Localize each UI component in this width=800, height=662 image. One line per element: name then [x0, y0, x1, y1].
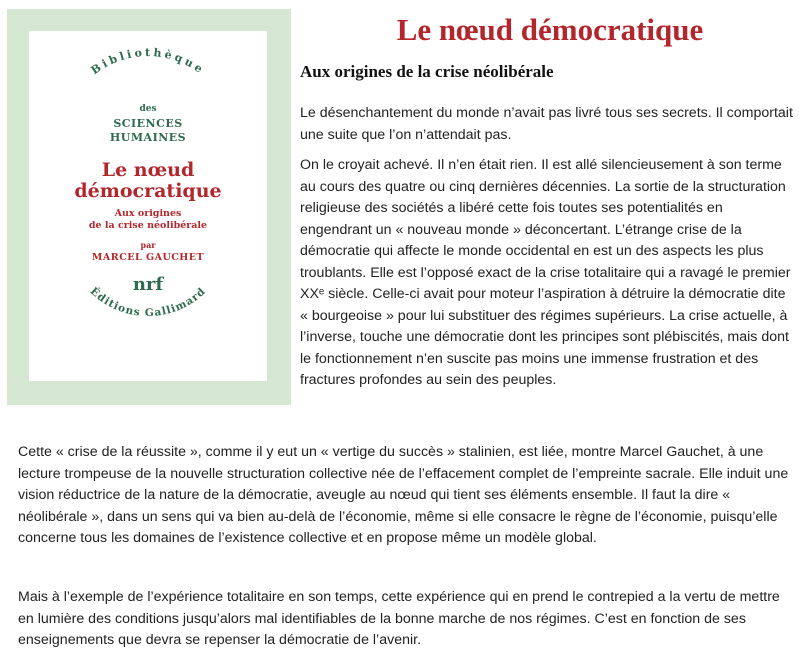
cover-series-des: des: [139, 104, 157, 114]
cover-series-arc: Bibliothèque: [88, 46, 208, 78]
cover-subtitle-line2: de la crise néolibérale: [88, 220, 208, 231]
cover-series-name: [29, 117, 267, 145]
cover-subtitle: [29, 208, 267, 232]
paragraph-4: Mais à l’exemple de l’expérience totalitaire en son temps, cette expérience qui en prend le contrepied a la vertu de mettre en lumière des conditions jusqu’alors mal identifiables de la bonne marche de nos régimes. C’est en fonction de ses enseignements que devra se repenser la démocratie de l’avenir.: [18, 589, 780, 648]
cover-title-line1: Le nœud: [101, 159, 195, 181]
page-title: Le nœud démocratique: [396, 12, 704, 47]
svg-text:Bibliothèque: [89, 46, 208, 77]
book-cover-inner: [29, 31, 267, 381]
cover-par: par: [140, 240, 156, 250]
cover-author: MARCEL GAUCHET: [91, 252, 205, 263]
cover-series-sciences: SCIENCES: [113, 117, 183, 130]
cover-title: [29, 160, 267, 202]
cover-arc-text: [29, 31, 267, 381]
cover-subtitle-line1: Aux origines: [114, 208, 182, 219]
paragraph-3: Cette « crise de la réussite », comme il y eut un « vertige du succès » stalinien, est liée, montre Marcel Gauchet, à une lecture trompeuse de la nouvelle structuration collective née de l’effacement complet de l’empreinte sacrale. Elle induit une vision réductrice de la nature de la démocratie, aveugle au nœud qui tient ses éléments ensemble. Il faut la dire « néolibérale », dans un sens qui va bien au-delà de l’économie, même si elle consacre le règne de l’économie, puisqu’elle concerne tous les domaines de l’existence collective et en propose même un modèle global.: [18, 444, 789, 546]
paragraph-1: Le désenchantement du monde n’avait pas livré tous ses secrets. Il comportait une suite que l’on n’attendait pas.: [300, 105, 793, 143]
cover-title-line2: démocratique: [74, 180, 222, 202]
cover-series-humaines: HUMAINES: [109, 131, 187, 144]
book-cover: [7, 9, 291, 405]
paragraph-2: On le croyait achevé. Il n’en était rien. Il est allé silencieusement à son terme au cours des quatre ou cinq dernières décennies. La sortie de la structuration religieuse des sociétés a libéré cette fois toutes ses potentialités en engendrant un « nouveau monde » déconcertant. L’étrange crise de la démocratie qui affecte le monde occidental en est un des aspects les plus troublants. Elle est l’opposé exact de la crise totalitaire qui a ravagé le premier XXᵉ siècle. Celle-ci avait pour moteur l’aspiration à détruire la démocratie dite « bourgeoise » pour lui substituer des régimes supérieurs. La crise actuelle, à l’inverse, touche une démocratie dont les principes sont plébiscités, mais dont le fonctionnement n’en suscite pas moins une immense frustration et des fractures profondes au sein des peuples.: [300, 157, 791, 388]
cover-imprint-logo: nrf: [132, 274, 164, 295]
cover-publisher-arc: Éditions Gallimard: [87, 285, 209, 320]
page-subtitle: Aux origines de la crise néolibérale: [300, 62, 554, 81]
